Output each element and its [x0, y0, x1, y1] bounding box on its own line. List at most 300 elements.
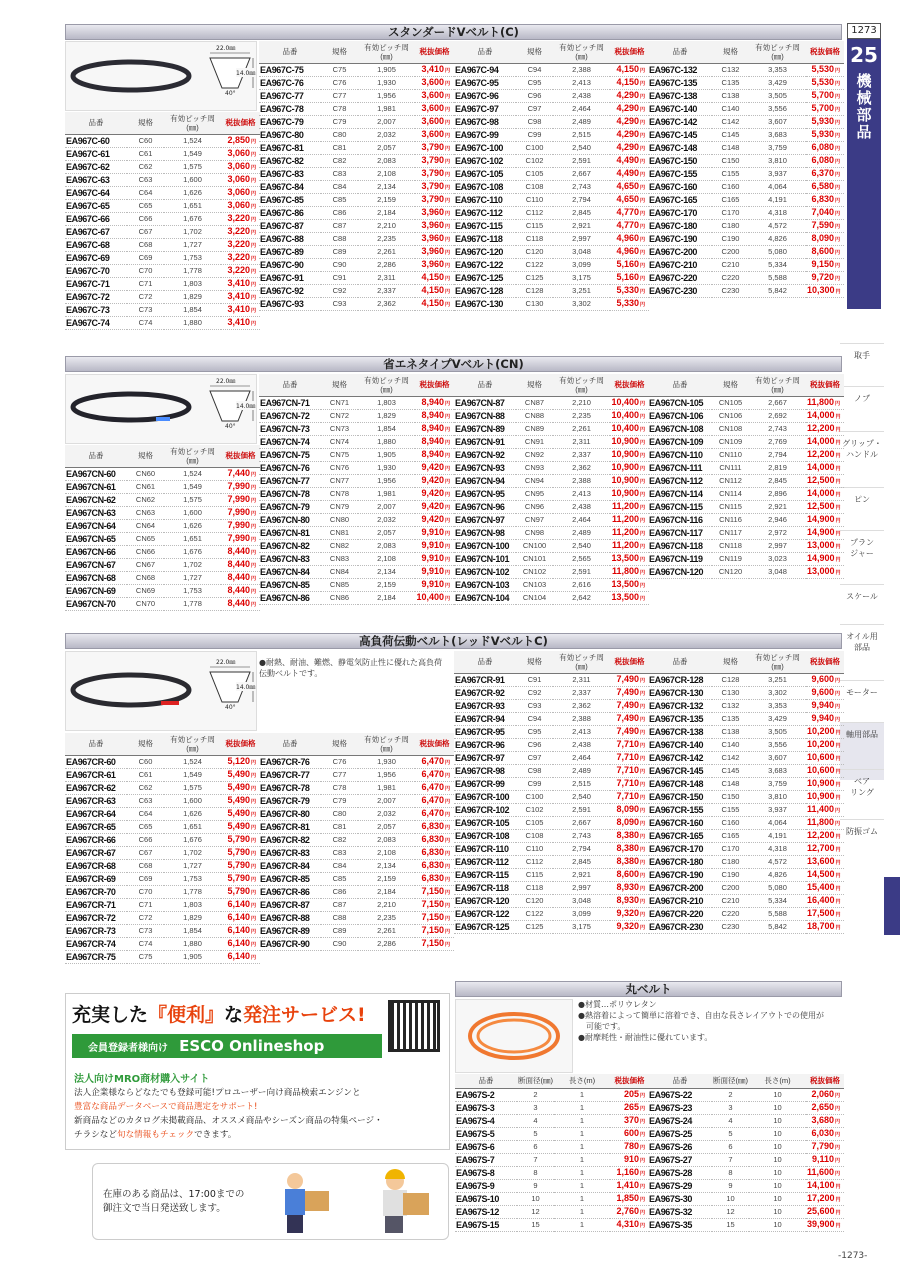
product-row[interactable]: [259, 474, 454, 487]
product-row[interactable]: [454, 842, 649, 855]
product-pitch: 2,845: [553, 855, 610, 868]
product-pitch: 1,981: [358, 102, 415, 115]
side-tab[interactable]: 軸用部品: [840, 722, 884, 780]
product-row[interactable]: [259, 768, 454, 781]
product-code: EA967CN-86: [259, 591, 321, 604]
product-row[interactable]: [65, 794, 260, 807]
product-row[interactable]: [454, 539, 649, 552]
product-row[interactable]: [455, 1101, 649, 1114]
product-price: 7,710 円: [610, 790, 649, 803]
product-row[interactable]: [648, 552, 844, 565]
product-row[interactable]: [648, 474, 844, 487]
product-row[interactable]: [259, 513, 454, 526]
product-row[interactable]: [648, 790, 844, 803]
product-row[interactable]: [454, 829, 649, 842]
product-row[interactable]: [454, 448, 649, 461]
product-row[interactable]: [454, 790, 649, 803]
product-row[interactable]: [65, 225, 260, 238]
product-row[interactable]: [648, 1153, 844, 1166]
product-row[interactable]: [454, 63, 649, 76]
product-pitch: 5,080: [749, 245, 806, 258]
product-row[interactable]: [648, 686, 844, 699]
product-row[interactable]: [648, 907, 844, 920]
product-row[interactable]: [259, 591, 454, 604]
product-code: EA967CN-87: [454, 396, 516, 409]
product-row[interactable]: [259, 206, 454, 219]
side-tab[interactable]: スケール: [840, 584, 884, 626]
product-row[interactable]: [259, 526, 454, 539]
product-row[interactable]: [648, 141, 844, 154]
product-row[interactable]: [259, 435, 454, 448]
product-row[interactable]: [648, 842, 844, 855]
product-row[interactable]: [65, 820, 260, 833]
product-row[interactable]: [648, 673, 844, 686]
product-price: 3,960 円: [415, 219, 454, 232]
product-row[interactable]: [648, 1166, 844, 1179]
product-row[interactable]: [648, 115, 844, 128]
product-row[interactable]: [65, 199, 260, 212]
product-row[interactable]: [65, 558, 260, 571]
product-spec: CN115: [712, 500, 749, 513]
col-header: 品番: [454, 374, 516, 396]
product-row[interactable]: [259, 102, 454, 115]
product-row[interactable]: [454, 141, 649, 154]
product-row[interactable]: [259, 539, 454, 552]
side-tab[interactable]: グリップ・ ハンドル: [840, 431, 884, 473]
product-spec: C93: [321, 297, 358, 310]
col-header: 品番: [65, 445, 127, 467]
product-row[interactable]: [65, 147, 260, 160]
product-row[interactable]: [454, 764, 649, 777]
product-row[interactable]: [648, 881, 844, 894]
product-row[interactable]: [259, 911, 454, 924]
product-row[interactable]: [259, 422, 454, 435]
product-row[interactable]: [259, 271, 454, 284]
product-row[interactable]: [259, 859, 454, 872]
product-spec: C210: [712, 894, 749, 907]
product-row[interactable]: [648, 500, 844, 513]
product-row[interactable]: [259, 219, 454, 232]
product-row[interactable]: [455, 1127, 649, 1140]
product-row[interactable]: [648, 1088, 844, 1101]
product-row[interactable]: [454, 578, 649, 591]
product-row[interactable]: [648, 461, 844, 474]
product-code: EA967S-6: [455, 1140, 517, 1153]
product-row[interactable]: [259, 924, 454, 937]
product-row[interactable]: [259, 409, 454, 422]
ad-bar-big: ESCO Onlineshop: [179, 1037, 325, 1055]
product-row[interactable]: [648, 206, 844, 219]
product-row[interactable]: [648, 219, 844, 232]
product-code: EA967CN-119: [648, 552, 712, 565]
product-row[interactable]: [454, 920, 649, 933]
product-code: EA967CN-115: [648, 500, 712, 513]
product-row[interactable]: [259, 578, 454, 591]
product-row[interactable]: [65, 584, 260, 597]
product-row[interactable]: [454, 868, 649, 881]
product-row[interactable]: [65, 597, 260, 610]
side-tab[interactable]: ノブ: [840, 386, 884, 428]
product-row[interactable]: [454, 673, 649, 686]
product-code: EA967CN-70: [65, 597, 127, 610]
product-row[interactable]: [259, 128, 454, 141]
product-code: EA967C-94: [454, 63, 516, 76]
product-row[interactable]: [648, 526, 844, 539]
product-pitch: 3,099: [553, 907, 610, 920]
product-row[interactable]: [259, 448, 454, 461]
product-row[interactable]: [454, 552, 649, 565]
product-row[interactable]: [259, 755, 454, 768]
product-row[interactable]: [259, 872, 454, 885]
side-tab[interactable]: 取手: [840, 343, 884, 385]
product-spec: CN116: [712, 513, 749, 526]
product-row[interactable]: [259, 115, 454, 128]
side-tab[interactable]: ベア リング: [840, 769, 884, 811]
product-row[interactable]: [454, 180, 649, 193]
product-row[interactable]: [259, 885, 454, 898]
product-pitch: 1,905: [164, 950, 221, 963]
product-row[interactable]: [65, 846, 260, 859]
product-row[interactable]: [648, 816, 844, 829]
product-row[interactable]: [65, 277, 260, 290]
product-pitch: 1,524: [164, 755, 221, 768]
product-pitch: 3,353: [749, 699, 806, 712]
product-row[interactable]: [648, 193, 844, 206]
product-pitch: 2,896: [749, 487, 806, 500]
product-row[interactable]: [648, 63, 844, 76]
product-row[interactable]: [455, 1179, 649, 1192]
product-row[interactable]: [65, 493, 260, 506]
product-code: EA967CN-69: [65, 584, 127, 597]
product-row[interactable]: [648, 829, 844, 842]
product-row[interactable]: [648, 89, 844, 102]
product-row[interactable]: [454, 526, 649, 539]
product-row[interactable]: [648, 258, 844, 271]
product-row[interactable]: [454, 513, 649, 526]
product-row[interactable]: [65, 911, 260, 924]
product-row[interactable]: [648, 777, 844, 790]
product-row[interactable]: [259, 937, 454, 950]
product-price: 8,600 円: [806, 245, 844, 258]
product-row[interactable]: [454, 738, 649, 751]
product-row[interactable]: [648, 1127, 844, 1140]
product-row[interactable]: [648, 894, 844, 907]
product-row[interactable]: [454, 686, 649, 699]
product-row[interactable]: [65, 755, 260, 768]
product-row[interactable]: [454, 461, 649, 474]
product-code: EA967C-130: [454, 297, 516, 310]
product-row[interactable]: [648, 271, 844, 284]
product-row[interactable]: [259, 141, 454, 154]
product-row[interactable]: [454, 245, 649, 258]
product-price: 4,650 円: [610, 180, 649, 193]
product-row[interactable]: [259, 781, 454, 794]
product-row[interactable]: [259, 193, 454, 206]
product-row[interactable]: [648, 487, 844, 500]
product-spec: CN88: [516, 409, 553, 422]
product-row[interactable]: [259, 297, 454, 310]
product-pitch: 2,769: [749, 435, 806, 448]
product-row[interactable]: [648, 764, 844, 777]
product-price: 3,060 円: [221, 173, 260, 186]
product-code: EA967CN-106: [648, 409, 712, 422]
side-tab[interactable]: モーター: [840, 680, 884, 722]
product-row[interactable]: [454, 907, 649, 920]
side-tab[interactable]: ピン: [840, 487, 884, 529]
product-code: EA967CR-125: [454, 920, 516, 933]
product-row[interactable]: [648, 565, 844, 578]
product-row[interactable]: [648, 803, 844, 816]
qr-code[interactable]: [388, 1000, 440, 1052]
product-row[interactable]: [259, 284, 454, 297]
product-row[interactable]: [648, 102, 844, 115]
product-row[interactable]: [454, 258, 649, 271]
product-row[interactable]: [65, 212, 260, 225]
product-row[interactable]: [648, 167, 844, 180]
product-row[interactable]: [259, 833, 454, 846]
product-row[interactable]: [648, 435, 844, 448]
product-row[interactable]: [65, 924, 260, 937]
product-code: EA967CN-89: [454, 422, 516, 435]
product-row[interactable]: [648, 855, 844, 868]
product-row[interactable]: [648, 422, 844, 435]
product-row[interactable]: [648, 232, 844, 245]
product-pitch: 2,134: [358, 859, 415, 872]
product-row[interactable]: [648, 868, 844, 881]
product-row[interactable]: [648, 245, 844, 258]
product-row[interactable]: [648, 751, 844, 764]
product-row[interactable]: [65, 937, 260, 950]
product-row[interactable]: [65, 134, 260, 147]
product-row[interactable]: [65, 251, 260, 264]
product-row[interactable]: [259, 807, 454, 820]
product-row[interactable]: [454, 271, 649, 284]
product-row[interactable]: [454, 409, 649, 422]
product-spec: C79: [321, 794, 358, 807]
product-row[interactable]: [455, 1153, 649, 1166]
product-row[interactable]: [454, 894, 649, 907]
product-row[interactable]: [65, 160, 260, 173]
product-row[interactable]: [648, 448, 844, 461]
product-row[interactable]: [454, 154, 649, 167]
product-row[interactable]: [454, 284, 649, 297]
product-row[interactable]: [648, 1179, 844, 1192]
product-row[interactable]: [454, 500, 649, 513]
product-row[interactable]: [454, 591, 649, 604]
product-row[interactable]: [454, 855, 649, 868]
product-row[interactable]: [455, 1205, 649, 1218]
product-row[interactable]: [65, 238, 260, 251]
product-row[interactable]: [65, 885, 260, 898]
product-row[interactable]: [65, 173, 260, 186]
cross-section-height: 14.0㎜: [236, 70, 256, 77]
delivery-staff-illustration: [265, 1167, 445, 1237]
side-tab[interactable]: 防振ゴム: [840, 819, 884, 861]
product-row[interactable]: [259, 245, 454, 258]
product-row[interactable]: [648, 712, 844, 725]
product-row[interactable]: [648, 154, 844, 167]
product-row[interactable]: [65, 316, 260, 329]
product-price: 5,930 円: [806, 128, 844, 141]
product-row[interactable]: [648, 128, 844, 141]
product-row[interactable]: [455, 1192, 649, 1205]
product-row[interactable]: [454, 487, 649, 500]
product-row[interactable]: [454, 435, 649, 448]
product-row[interactable]: [259, 846, 454, 859]
product-row[interactable]: [259, 89, 454, 102]
product-row[interactable]: [65, 781, 260, 794]
product-row[interactable]: [65, 532, 260, 545]
product-code: EA967S-5: [455, 1127, 517, 1140]
product-row[interactable]: [65, 480, 260, 493]
product-row[interactable]: [648, 920, 844, 933]
product-row[interactable]: [454, 167, 649, 180]
product-row[interactable]: [65, 290, 260, 303]
product-row[interactable]: [259, 487, 454, 500]
product-spec: CN92: [516, 448, 553, 461]
product-pitch: 10: [749, 1127, 806, 1140]
product-row[interactable]: [454, 881, 649, 894]
product-spec: C88: [321, 232, 358, 245]
product-code: EA967CR-95: [454, 725, 516, 738]
product-row[interactable]: [648, 1140, 844, 1153]
product-row[interactable]: [454, 396, 649, 409]
product-row[interactable]: [648, 513, 844, 526]
product-row[interactable]: [455, 1166, 649, 1179]
side-tab[interactable]: プラン ジャー: [840, 530, 884, 572]
product-row[interactable]: [454, 699, 649, 712]
product-row[interactable]: [259, 552, 454, 565]
product-row[interactable]: [454, 206, 649, 219]
product-pitch: 2,261: [358, 924, 415, 937]
product-row[interactable]: [648, 1205, 844, 1218]
product-row[interactable]: [65, 186, 260, 199]
product-row[interactable]: [454, 422, 649, 435]
product-pitch: 1,981: [358, 487, 415, 500]
product-row[interactable]: [259, 500, 454, 513]
product-row[interactable]: [259, 396, 454, 409]
product-row[interactable]: [454, 725, 649, 738]
product-code: EA967C-74: [65, 316, 127, 329]
product-row[interactable]: [259, 180, 454, 193]
product-row[interactable]: [454, 219, 649, 232]
online-shop-bar[interactable]: [72, 1034, 382, 1058]
product-row[interactable]: [65, 519, 260, 532]
product-code: EA967CN-64: [65, 519, 127, 532]
product-row[interactable]: [454, 712, 649, 725]
product-row[interactable]: [259, 898, 454, 911]
product-pitch: 2,921: [749, 500, 806, 513]
product-spec: C112: [516, 855, 553, 868]
product-pitch: 3,251: [553, 284, 610, 297]
product-row[interactable]: [454, 76, 649, 89]
product-row[interactable]: [648, 284, 844, 297]
product-row[interactable]: [259, 258, 454, 271]
product-code: EA967CR-81: [259, 820, 321, 833]
side-tab[interactable]: オイル用 部品: [840, 624, 884, 666]
product-pitch: 2,184: [358, 885, 415, 898]
product-pitch: 1,854: [164, 924, 221, 937]
product-price: 6,370 円: [806, 167, 844, 180]
product-row[interactable]: [65, 768, 260, 781]
product-row[interactable]: [65, 264, 260, 277]
product-row[interactable]: [455, 1140, 649, 1153]
belt-cross-section-diagram: [206, 377, 256, 437]
product-row[interactable]: [648, 699, 844, 712]
product-row[interactable]: [454, 565, 649, 578]
product-pitch: 2,108: [358, 846, 415, 859]
product-row[interactable]: [259, 167, 454, 180]
product-row[interactable]: [454, 803, 649, 816]
product-pitch: 1,549: [164, 147, 221, 160]
product-row[interactable]: [65, 872, 260, 885]
product-row[interactable]: [259, 820, 454, 833]
product-row[interactable]: [648, 409, 844, 422]
product-row[interactable]: [259, 154, 454, 167]
product-row[interactable]: [65, 467, 260, 480]
product-row[interactable]: [259, 565, 454, 578]
product-spec: C128: [712, 673, 749, 686]
product-row[interactable]: [65, 571, 260, 584]
product-row[interactable]: [454, 474, 649, 487]
product-row[interactable]: [648, 1192, 844, 1205]
product-row[interactable]: [454, 232, 649, 245]
product-row[interactable]: [454, 777, 649, 790]
product-spec: C78: [321, 102, 358, 115]
product-row[interactable]: [648, 1101, 844, 1114]
product-row[interactable]: [65, 898, 260, 911]
product-price: 8,090 円: [610, 816, 649, 829]
product-row[interactable]: [454, 115, 649, 128]
product-row[interactable]: [65, 545, 260, 558]
product-row[interactable]: [648, 396, 844, 409]
product-row[interactable]: [454, 751, 649, 764]
product-row[interactable]: [455, 1114, 649, 1127]
product-row[interactable]: [259, 232, 454, 245]
product-row[interactable]: [454, 128, 649, 141]
product-row[interactable]: [648, 738, 844, 751]
product-row[interactable]: [454, 816, 649, 829]
product-row[interactable]: [648, 1218, 844, 1231]
product-code: EA967C-66: [65, 212, 127, 225]
product-row[interactable]: [454, 89, 649, 102]
product-row[interactable]: [455, 1218, 649, 1231]
product-row[interactable]: [648, 180, 844, 193]
product-row[interactable]: [648, 539, 844, 552]
product-row[interactable]: [454, 193, 649, 206]
product-row[interactable]: [65, 807, 260, 820]
product-row[interactable]: [455, 1088, 649, 1101]
product-row[interactable]: [65, 506, 260, 519]
product-spec: CN77: [321, 474, 358, 487]
product-row[interactable]: [454, 297, 649, 310]
product-row[interactable]: [65, 303, 260, 316]
product-row[interactable]: [65, 950, 260, 963]
product-row[interactable]: [259, 76, 454, 89]
product-row[interactable]: [259, 63, 454, 76]
product-row[interactable]: [259, 461, 454, 474]
product-row[interactable]: [648, 1114, 844, 1127]
product-row[interactable]: [648, 725, 844, 738]
product-row[interactable]: [259, 794, 454, 807]
product-row[interactable]: [65, 859, 260, 872]
product-pitch: 2,134: [358, 565, 415, 578]
product-row[interactable]: [648, 76, 844, 89]
product-row[interactable]: [454, 102, 649, 115]
product-row[interactable]: [65, 833, 260, 846]
col-header: 品番: [259, 733, 321, 755]
product-pitch: 3,023: [749, 552, 806, 565]
